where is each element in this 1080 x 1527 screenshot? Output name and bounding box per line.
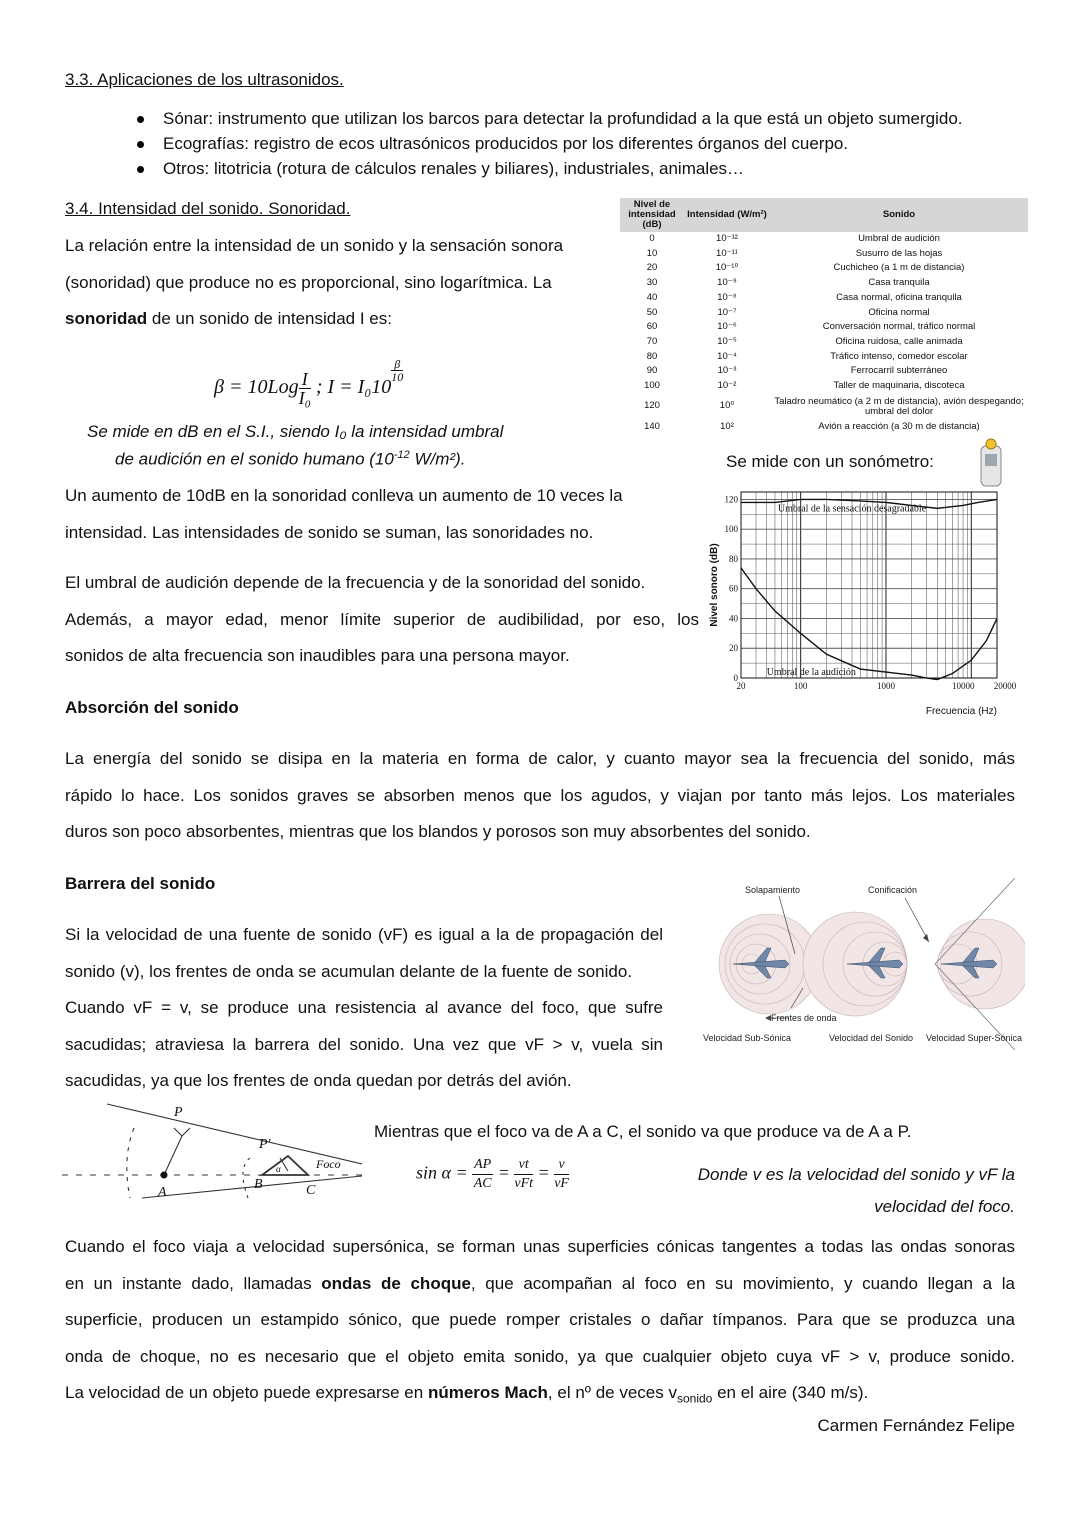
table-cell: 100 [644, 380, 660, 392]
table-row [620, 247, 1028, 262]
table-cell: 10⁻⁸ [717, 291, 737, 303]
formula-part: β = 10Log [214, 376, 299, 398]
conification-label: Conificación [868, 885, 918, 895]
y-tick-label: 0 [733, 673, 738, 683]
text-line [65, 1375, 1015, 1417]
text-line [65, 1266, 1015, 1303]
x-tick-label: 20000 [993, 681, 1017, 691]
formula-denominator: vF [554, 1176, 569, 1191]
table-cell: Oficina normal [868, 306, 930, 318]
table-row [620, 335, 1028, 350]
sonority-formula [214, 358, 403, 407]
wavefronts-label: Frentes de onda [771, 1013, 837, 1023]
table-cell: Casa normal, oficina tranquila [836, 291, 962, 303]
x-tick-label: 10000 [952, 681, 975, 691]
table-row [620, 232, 1028, 247]
paragraph [65, 228, 605, 338]
focus-label: Foco [316, 1157, 341, 1171]
text-line: sacudidas, ya que los frentes de onda quedan por detrás del avión. [65, 1071, 572, 1090]
unit-note: Se mide en dB en el S.I., siendo I₀ la intensidad umbral [87, 422, 504, 441]
bold-term: números Mach [427, 1383, 548, 1402]
x-tick-label: 100 [793, 681, 808, 691]
table-row [620, 394, 1028, 420]
table-cell: 10² [720, 420, 734, 432]
table-cell: Ferrocarril subterráneo [850, 365, 948, 377]
y-axis-label: Nivel sonoro (dB) [709, 543, 720, 627]
list-item: Sónar: instrumento que utilizan los barcos para detectar la profundidad a la que está un objeto sumergido. [137, 106, 1037, 131]
table-row [620, 291, 1028, 306]
point-b-label: B [254, 1177, 263, 1192]
x-tick-label: 1000 [876, 681, 895, 691]
table-cell: 10⁻⁶ [717, 321, 737, 333]
author: Carmen Fernández Felipe [817, 1416, 1015, 1435]
intensity-table [620, 198, 1028, 434]
text-line: intensidad. Las intensidades de sonido se suman, las sonoridades no. [65, 522, 594, 542]
pain-threshold-annotation: Umbral de la sensación desagradable [777, 503, 927, 515]
formula-denominator: AC [473, 1176, 492, 1191]
y-tick-label: 120 [724, 494, 738, 505]
table-cell: 70 [646, 335, 658, 347]
x-tick-label: 20 [736, 681, 746, 691]
text-line: superficie, producen un estampido sónico, que puede romper cristales o dañar tímpanos. Para que se produzca una [65, 1310, 1015, 1329]
x-axis-label: Frecuencia (Hz) [925, 706, 997, 717]
text-line: La energía del sonido se disipa en la materia en forma de calor, y cuanto mayor sea la frecuencia del sonido, más [65, 749, 1015, 768]
table-cell: 60 [646, 321, 658, 333]
table-cell: 50 [646, 306, 658, 318]
text-span: , que acompañan al foco en su movimiento, y cuando llegan a la [470, 1273, 1015, 1293]
table-cell: 10⁻⁷ [717, 306, 737, 318]
table-cell: Cuchicheo (a 1 m de distancia) [833, 262, 965, 274]
paragraph [65, 917, 663, 1100]
point-p-label: P [174, 1105, 183, 1120]
text-line: rápido lo hace. Los sonidos graves se absorben menos que los agudos, y viajan por tanto más lejos. Los materiales [65, 785, 1015, 805]
table-cell: Casa tranquila [868, 277, 930, 289]
table-cell: 10 [646, 247, 658, 259]
table-cell: 10⁰ [719, 400, 735, 412]
point-a-label: A [158, 1185, 167, 1200]
table-cell: Tráfico intenso, comedor escolar [830, 350, 968, 362]
text-line: Un aumento de 10dB en la sonoridad conlleva un aumento de 10 veces la [65, 486, 623, 505]
text-span: en el aire (340 m/s). [712, 1383, 869, 1402]
text-line: Si la velocidad de una fuente de sonido (vF) es igual a la de propagación del [65, 925, 663, 944]
formula-denominator: vFt [514, 1176, 534, 1191]
table-row [620, 320, 1028, 335]
column-header: Nivel de intensidad (dB) [620, 198, 684, 232]
table-cell: 20 [646, 262, 658, 274]
text-line: (sonoridad) que produce no es proporcional, sino logarítmica. La [65, 272, 552, 292]
column-header: Intensidad (W/m²) [684, 198, 770, 232]
section-3-3-heading: 3.3. Aplicaciones de los ultrasonidos. [65, 70, 344, 89]
y-tick-label: 40 [729, 613, 738, 624]
text-line: La relación entre la intensidad de un sonido y la sensación sonora [65, 236, 564, 255]
table-cell: 10⁻¹⁰ [715, 262, 739, 274]
sonometer-caption: Se mide con un sonómetro: [726, 452, 934, 471]
mach-cone-sketch [62, 1098, 362, 1204]
table-row [620, 364, 1028, 379]
plot-frame [741, 492, 997, 678]
text-span: en un instante dado, llamadas [65, 1273, 322, 1293]
text-line: sonidos de alta frecuencia son inaudibles para una persona mayor. [65, 646, 570, 665]
table-row [620, 379, 1028, 394]
table-row [620, 276, 1028, 291]
text-line: Cuando el foco viaja a velocidad supersónica, se forman unas superficies cónicas tangentes a todas las ondas sonoras [65, 1237, 1015, 1256]
y-tick-label: 80 [729, 553, 738, 564]
y-tick-label: 100 [724, 524, 738, 535]
barrier-heading: Barrera del sonido [65, 874, 216, 893]
text-line [65, 301, 605, 338]
formula-exponent-num: β [391, 358, 403, 371]
text-line: El umbral de audición depende de la frecuencia y de la sonoridad del sonido. [65, 573, 646, 592]
list-item: Otros: litotricia (rotura de cálculos renales y biliares), industriales, animales… [137, 156, 1037, 181]
table-cell: 10⁻² [717, 380, 737, 392]
table-cell: 10⁻⁵ [717, 335, 737, 347]
table-row [620, 420, 1028, 435]
y-tick-label: 20 [729, 643, 738, 654]
bold-term: ondas de choque [321, 1273, 471, 1293]
text-line: sacudidas; atraviesa la barrera del sonido. Una vez que vF > v, vuela sin [65, 1034, 663, 1054]
text-span: , el nº de veces v [547, 1383, 677, 1402]
table-cell: Umbral de audición [858, 233, 940, 244]
table-cell: Taladro neumático (a 2 m de distancia), avión despegando; umbral del dolor [774, 395, 1024, 417]
applications-list [137, 106, 1037, 181]
y-tick-label: 60 [729, 583, 738, 594]
table-cell: 40 [646, 291, 658, 303]
bold-term: sonoridad [65, 309, 148, 328]
hearing-threshold-line [741, 568, 997, 680]
point-c-label: C [306, 1183, 316, 1198]
table-cell: 0 [649, 233, 655, 244]
formula-denominator: I₀ [298, 387, 311, 408]
paragraph [65, 478, 690, 551]
point-p-prime-label: P' [259, 1137, 271, 1152]
table-row [620, 350, 1028, 365]
section-3-4-heading: 3.4. Intensidad del sonido. Sonoridad. [65, 199, 351, 218]
sound-barrier-figure [695, 876, 1025, 1058]
sonometer-icon [978, 438, 1004, 488]
alpha-label: α [276, 1164, 281, 1174]
subsonic-label: Velocidad Sub-Sónica [703, 1033, 792, 1043]
table-row [620, 261, 1028, 276]
text-line: Además, a mayor edad, menor límite superior de audibilidad, por eso, los [65, 609, 699, 629]
table-cell: 10⁻⁹ [717, 277, 737, 289]
table-cell: 90 [646, 365, 658, 377]
subscript: sonido [676, 1391, 713, 1406]
formula-numerator: vt [514, 1156, 533, 1175]
velocity-note: Donde v es la velocidad del sonido y vF la [697, 1165, 1015, 1184]
unit-note [115, 449, 465, 470]
table-cell: 10⁻¹¹ [716, 247, 738, 259]
column-header: Sonido [770, 198, 1028, 232]
table-cell: 120 [644, 400, 660, 412]
table-row [620, 306, 1028, 321]
formula-part: sin α = [416, 1162, 468, 1183]
table-cell: 10⁻¹² [716, 233, 738, 244]
text-span: de audición en el sonido humano (10 [115, 449, 394, 469]
list-item: Ecografías: registro de ecos ultrasónicos producidos por los diferentes órganos del cuerpo. [137, 131, 1037, 156]
paragraph [65, 565, 699, 675]
table-cell: 140 [644, 420, 660, 432]
velocity-note: velocidad del foco. [874, 1197, 1015, 1216]
formula-numerator: I [299, 370, 311, 389]
shock-wave-paragraph [65, 1229, 1015, 1417]
text-line: onda de choque, no es necesario que el objeto emita sonido, ya que cualquier objeto cuya vF > v, produce sonido. [65, 1346, 1015, 1366]
table-cell: 10⁻³ [717, 365, 737, 377]
hearing-threshold-annotation: Umbral de la audición [766, 667, 856, 679]
table-cell: Conversación normal, tráfico normal [822, 321, 976, 333]
table-cell: 80 [646, 350, 658, 362]
table-cell: 10⁻⁴ [717, 350, 737, 362]
overlap-label: Solapamiento [745, 885, 801, 895]
supersonic-label: Velocidad Super-Sónica [926, 1033, 1023, 1043]
paragraph [65, 741, 1015, 851]
table-cell: 30 [646, 277, 658, 289]
text-span: La velocidad de un objeto puede expresarse en [65, 1383, 428, 1402]
table-cell: Oficina ruidosa, calle animada [835, 335, 963, 347]
formula-numerator: AP [472, 1156, 493, 1175]
table-header-row [620, 198, 1028, 232]
sonic-label: Velocidad del Sonido [829, 1033, 914, 1043]
table-cell: Taller de maquinaria, discoteca [833, 380, 965, 392]
superscript: -12 [393, 449, 410, 461]
hearing-threshold-chart [705, 486, 1025, 722]
focus-sentence: Mientras que el foco va de A a C, el sonido va que produce va de A a P. [374, 1122, 912, 1141]
text-line: duros son poco absorbentes, mientras que los blandos y porosos son muy absorbentes del sonido. [65, 822, 811, 841]
table-cell: Susurro de las hojas [855, 247, 943, 259]
sine-formula: sin α = $\frac{AP}{AC}$ = $\frac{vt}{\text{vFt}}$ = $\frac{v}{vF}$ [416, 1157, 569, 1191]
text-span: W/m²). [409, 449, 466, 469]
text-line: sonido (v), los frentes de onda se acumulan delante de la fuente de sonido. [65, 961, 633, 981]
text-span: de un sonido de intensidad I es: [147, 309, 392, 328]
table-cell: Avión a reacción (a 30 m de distancia) [818, 420, 980, 432]
formula-exponent-den: 10 [391, 370, 404, 384]
absorption-heading: Absorción del sonido [65, 698, 239, 717]
text-line: Cuando vF = v, se produce una resistencia al avance del foco, que sufre [65, 998, 663, 1017]
formula-numerator: v [554, 1156, 569, 1175]
formula-part: ; I = I₀10 [310, 376, 392, 398]
